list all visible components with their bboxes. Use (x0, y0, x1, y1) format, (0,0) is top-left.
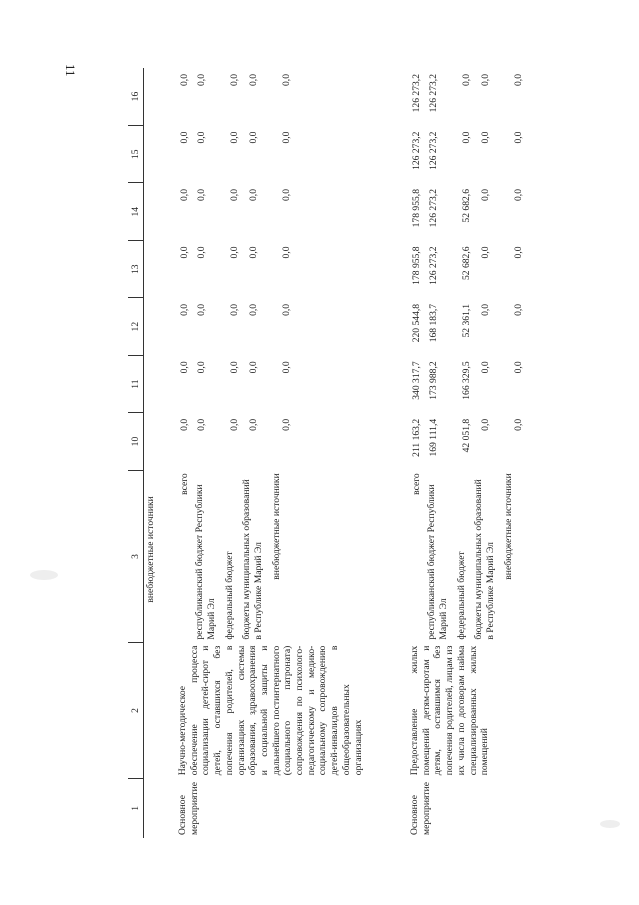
table-cell: 0,0 (281, 418, 292, 431)
table-cell: 0,0 (179, 189, 190, 201)
table-cell (143, 126, 171, 183)
table-cell: 0,0 (179, 246, 190, 259)
table-cell: 0,0 (281, 74, 292, 86)
table-cell: 0,0 (179, 303, 190, 316)
table-cell: 0,0 (513, 418, 524, 431)
table-cell: 166 329,5 (461, 361, 472, 400)
value-column (171, 413, 401, 470)
table-cell: 126 273,2 (411, 131, 422, 170)
table-row (401, 68, 581, 838)
source-label: федеральный бюджет (455, 551, 467, 640)
value-column (401, 298, 581, 355)
measure-description-cell: Предоставление жилых помещений детям-сиротам и детям, оставшимся без попечения родителей, лицам из их числа по договорам найма специализированных жилых помещений (409, 645, 491, 776)
table-cell: 0,0 (281, 189, 292, 201)
table-cell (143, 183, 171, 240)
table-cell: 0,0 (281, 303, 292, 316)
page-number: 11 (63, 64, 78, 77)
column-header: 15 (128, 126, 143, 183)
table-cell: 0,0 (513, 189, 524, 201)
table-cell: 0,0 (229, 74, 240, 86)
table-cell: 52 682,6 (461, 189, 472, 223)
scan-smudge (30, 570, 58, 580)
value-column (401, 68, 581, 126)
table-cell: 126 273,2 (428, 189, 439, 228)
table-cell: 0,0 (248, 74, 259, 86)
table-cell: 0,0 (196, 361, 207, 374)
table-cell: 0,0 (480, 131, 491, 144)
source-label: внебюджетные источники (502, 473, 514, 580)
table-cell: 0,0 (179, 361, 190, 374)
table-cell: 220 544,8 (411, 303, 422, 343)
table-cell: 0,0 (196, 74, 207, 86)
measure-type-cell: Основное мероприятие (177, 782, 200, 835)
table-cell: 0,0 (248, 131, 259, 144)
value-column (171, 68, 401, 126)
value-column (171, 355, 401, 412)
table-cell: 0,0 (281, 361, 292, 374)
table-cell: 0,0 (196, 303, 207, 316)
table-cell: 0,0 (513, 246, 524, 259)
table-cell: 0,0 (248, 361, 259, 374)
source-label: федеральный бюджет (223, 551, 235, 640)
measure-type-cell: Основное мероприятие (409, 782, 432, 835)
table-cell: 0,0 (196, 189, 207, 201)
value-column (401, 126, 581, 183)
value-column (401, 240, 581, 297)
table-cell (143, 298, 171, 355)
table-cell: 126 273,2 (428, 246, 439, 285)
table-cell: 0,0 (513, 74, 524, 86)
table-cell: 168 183,7 (428, 303, 439, 343)
value-column (171, 126, 401, 183)
value-column (171, 240, 401, 297)
table-cell: 0,0 (513, 131, 524, 144)
table-cell: 0,0 (248, 189, 259, 201)
column-header: 14 (128, 183, 143, 240)
table-row (171, 68, 401, 838)
table-cell: 0,0 (229, 246, 240, 259)
table-cell: 178 955,8 (411, 189, 422, 228)
table-cell: 0,0 (248, 246, 259, 259)
table-row (143, 68, 171, 838)
table-cell: 0,0 (179, 131, 190, 144)
table-cell: 126 273,2 (428, 74, 439, 113)
value-column (401, 413, 581, 470)
value-column (401, 355, 581, 412)
table-cell (143, 355, 171, 412)
table-cell: 0,0 (229, 189, 240, 201)
table-cell: 126 273,2 (411, 74, 422, 113)
table-cell: 0,0 (248, 303, 259, 316)
table-cell: 0,0 (196, 131, 207, 144)
source-label: бюджеты муниципальных образований в Республике Марий Эл (472, 479, 496, 640)
table-cell: 169 111,4 (428, 418, 439, 457)
table-cell: 0,0 (480, 361, 491, 374)
table-cell: 0,0 (461, 74, 472, 86)
table-cell: 0,0 (179, 74, 190, 86)
source-label: бюджеты муниципальных образований в Республике Марий Эл (240, 479, 264, 640)
value-column (171, 298, 401, 355)
table-cell: 0,0 (480, 246, 491, 259)
measure-description-cell: Научно-методическое обеспечение процесса социализации детей-сирот и детей, оставшихся без попечения родителей, в организациях системы образования, здравоохранения и социальной защиты и дальнейшего постинтернатного (социального патроната) сопровождения по психолого-педагогическому и медико-социальному сопровождению детей-инвалидов в общеобразовательных организациях (177, 645, 364, 776)
value-column (401, 183, 581, 240)
table-cell: 0,0 (229, 418, 240, 431)
value-column (171, 183, 401, 240)
table-cell: 0,0 (281, 246, 292, 259)
column-header: 10 (128, 413, 143, 470)
funding-sources-cell (401, 470, 581, 642)
source-label: республиканский бюджет Республики Марий Эл (194, 484, 217, 640)
table-cell: 0,0 (480, 189, 491, 201)
table-cell: 0,0 (229, 303, 240, 316)
table-cell: 178 955,8 (411, 246, 422, 285)
table-cell: 0,0 (248, 418, 259, 431)
table-cell (143, 413, 171, 470)
table-cell: 0,0 (480, 74, 491, 86)
funding-sources-cell (171, 470, 401, 642)
source-label: республиканский бюджет Республики Марий Эл (426, 484, 449, 640)
table-cell: 0,0 (480, 303, 491, 316)
table-cell: 0,0 (179, 418, 190, 431)
table-cell (143, 68, 171, 126)
table-cell: 52 682,6 (461, 246, 472, 281)
table-cell: 0,0 (461, 131, 472, 144)
source-label: внебюджетные источники (144, 496, 156, 603)
table-cell: 340 317,7 (411, 361, 422, 400)
rotated-table-wrapper (128, 68, 633, 838)
table-cell: 0,0 (480, 418, 491, 431)
column-header: 3 (128, 470, 143, 642)
table-cell (143, 240, 171, 297)
table-cell: 0,0 (196, 418, 207, 431)
table-cell: 0,0 (513, 303, 524, 316)
source-label: всего (179, 473, 190, 495)
table-cell: 42 051,8 (461, 418, 472, 453)
table-cell: 0,0 (229, 131, 240, 144)
table-cell: 173 988,2 (428, 361, 439, 400)
column-header: 2 (128, 643, 143, 779)
column-header: 12 (128, 298, 143, 355)
table-cell: 0,0 (281, 131, 292, 144)
source-label: внебюджетные источники (270, 473, 282, 580)
table-cell: 211 163,2 (411, 418, 422, 457)
column-header: 16 (128, 68, 143, 126)
budget-table (128, 68, 581, 838)
source-label: всего (411, 473, 422, 495)
table-cell: 52 361,1 (461, 303, 472, 338)
table-cell: 0,0 (229, 361, 240, 374)
table-header-row (128, 68, 143, 838)
column-header: 11 (128, 355, 143, 412)
table-cell: 126 273,2 (428, 131, 439, 170)
column-header: 13 (128, 240, 143, 297)
column-header: 1 (128, 778, 143, 838)
table-cell: 0,0 (196, 246, 207, 259)
table-cell: 0,0 (513, 361, 524, 374)
